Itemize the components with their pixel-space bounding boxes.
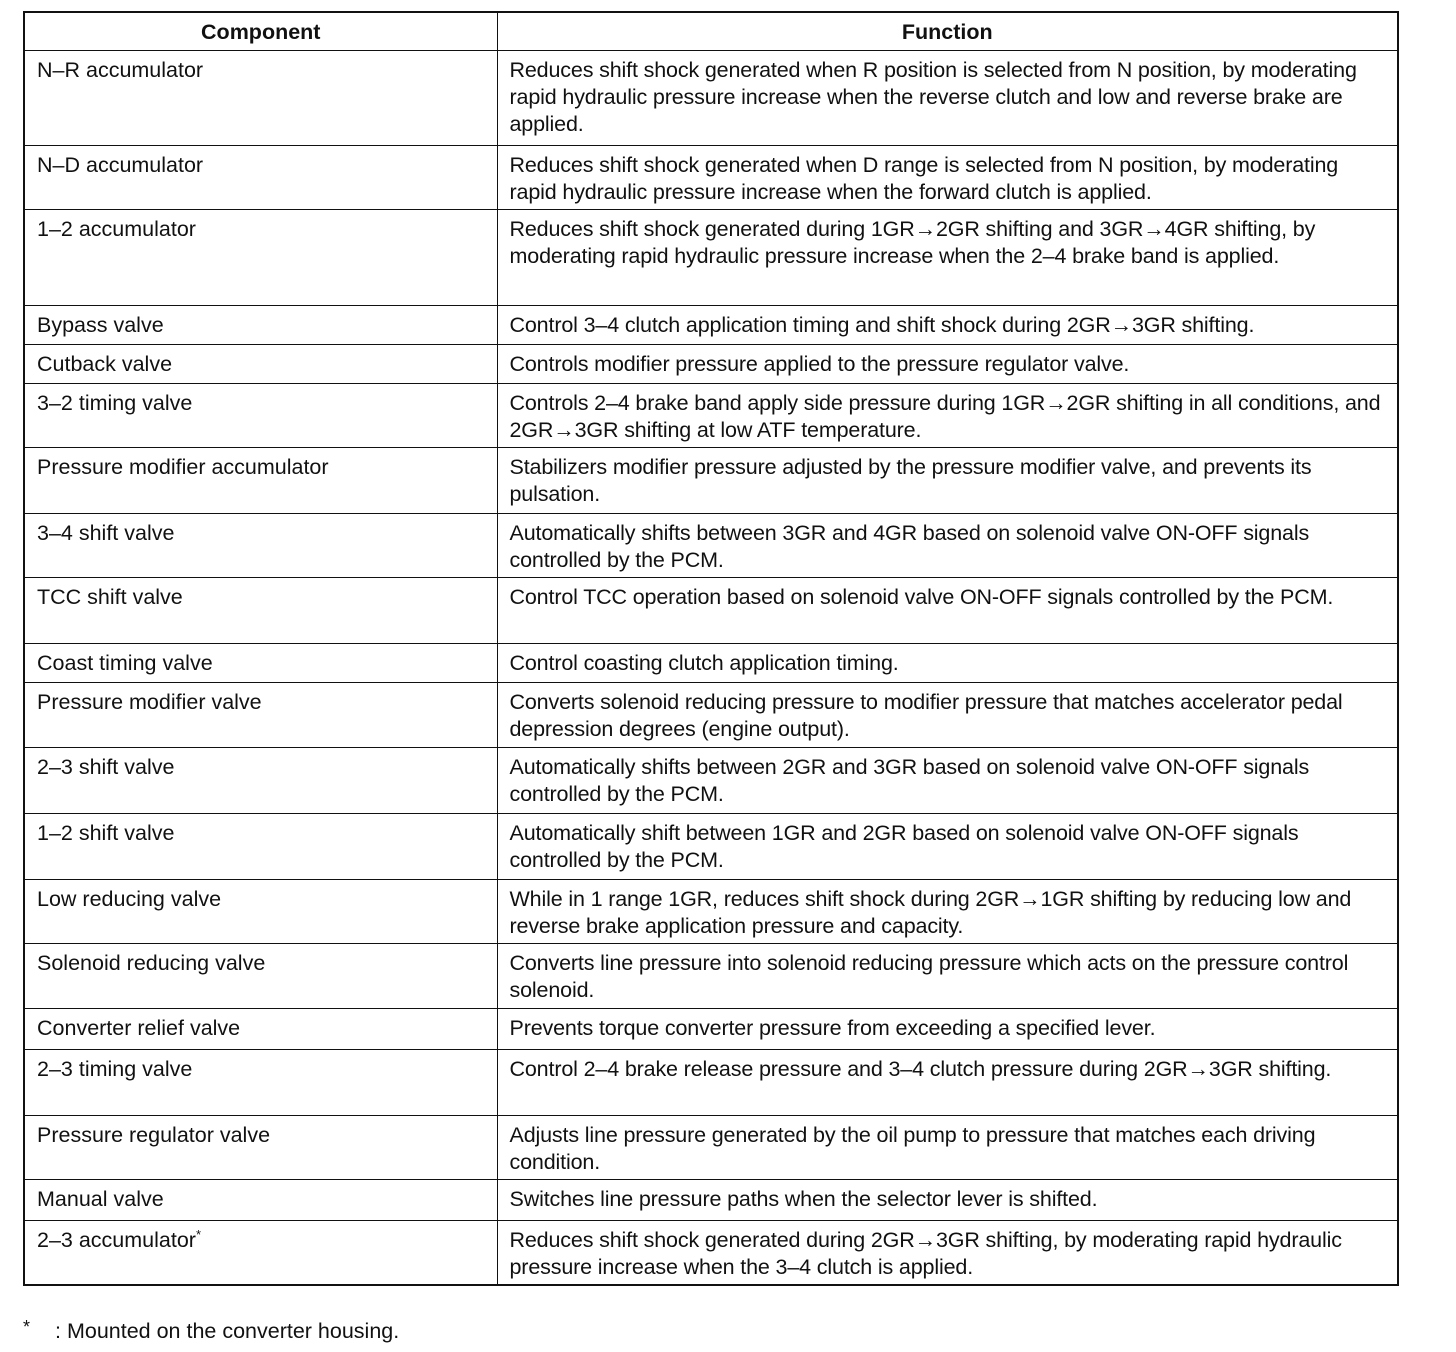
- component-cell: Cutback valve: [24, 345, 497, 384]
- component-cell: 3–4 shift valve: [24, 514, 497, 578]
- function-cell: Reduces shift shock generated when R position is selected from N position, by moderating rapid hydraulic pressure increase when the reverse clutch and low and reverse brake are applied.: [497, 51, 1398, 146]
- table-row: [24, 1009, 1398, 1050]
- component-cell: 1–2 accumulator: [24, 210, 497, 306]
- component-cell: Converter relief valve: [24, 1009, 497, 1050]
- component-cell: 2–3 timing valve: [24, 1050, 497, 1116]
- function-cell: Control 2–4 brake release pressure and 3–4 clutch pressure during 2GR→3GR shifting.: [497, 1050, 1398, 1116]
- function-cell: Reduces shift shock generated during 1GR→2GR shifting and 3GR→4GR shifting, by moderating rapid hydraulic pressure increase when the 2–4 brake band is applied.: [497, 210, 1398, 306]
- table-row: [24, 1116, 1398, 1180]
- table-row: [24, 880, 1398, 944]
- function-cell: Automatically shifts between 3GR and 4GR based on solenoid valve ON-OFF signals controlled by the PCM.: [497, 514, 1398, 578]
- table-row: [24, 578, 1398, 644]
- function-cell: Reduces shift shock generated during 2GR→3GR shifting, by moderating rapid hydraulic pressure increase when the 3–4 clutch is applied.: [497, 1221, 1398, 1286]
- table-row: [24, 51, 1398, 146]
- function-cell: Reduces shift shock generated when D range is selected from N position, by moderating rapid hydraulic pressure increase when the forward clutch is applied.: [497, 146, 1398, 210]
- function-cell: Control 3–4 clutch application timing and shift shock during 2GR→3GR shifting.: [497, 306, 1398, 345]
- component-cell: Pressure modifier valve: [24, 683, 497, 748]
- footnote-mark: *: [23, 1317, 31, 1337]
- component-cell: Pressure regulator valve: [24, 1116, 497, 1180]
- function-cell: Automatically shift between 1GR and 2GR based on solenoid valve ON-OFF signals controlled by the PCM.: [497, 814, 1398, 880]
- table-row: [24, 210, 1398, 306]
- footnote-marker: *: [195, 1226, 202, 1242]
- table-row: [24, 146, 1398, 210]
- table-row: [24, 514, 1398, 578]
- component-cell: [24, 1221, 497, 1286]
- component-cell: 3–2 timing valve: [24, 384, 497, 448]
- header-component: Component: [24, 12, 497, 51]
- function-cell: Adjusts line pressure generated by the oil pump to pressure that matches each driving condition.: [497, 1116, 1398, 1180]
- component-cell: N–D accumulator: [24, 146, 497, 210]
- component-cell: TCC shift valve: [24, 578, 497, 644]
- footnote-text: : Mounted on the converter housing.: [55, 1319, 400, 1343]
- function-cell: Switches line pressure paths when the selector lever is shifted.: [497, 1180, 1398, 1221]
- component-cell: Low reducing valve: [24, 880, 497, 944]
- table-row: [24, 683, 1398, 748]
- function-cell: While in 1 range 1GR, reduces shift shock during 2GR→1GR shifting by reducing low and reverse brake application pressure and capacity.: [497, 880, 1398, 944]
- component-cell: Solenoid reducing valve: [24, 944, 497, 1009]
- function-cell: Prevents torque converter pressure from exceeding a specified lever.: [497, 1009, 1398, 1050]
- function-cell: Control coasting clutch application timing.: [497, 644, 1398, 683]
- table-row: [24, 748, 1398, 814]
- component-cell: N–R accumulator: [24, 51, 497, 146]
- footnote: [23, 1318, 399, 1345]
- table-row: [24, 306, 1398, 345]
- function-cell: Converts line pressure into solenoid reducing pressure which acts on the pressure control solenoid.: [497, 944, 1398, 1009]
- function-cell: Controls 2–4 brake band apply side pressure during 1GR→2GR shifting in all conditions, and 2GR→3GR shifting at low ATF temperature.: [497, 384, 1398, 448]
- table-row: [24, 345, 1398, 384]
- component-function-table: [23, 11, 1399, 1286]
- table-row: [24, 1221, 1398, 1286]
- table-row: [24, 1180, 1398, 1221]
- function-cell: Control TCC operation based on solenoid valve ON-OFF signals controlled by the PCM.: [497, 578, 1398, 644]
- table-row: [24, 384, 1398, 448]
- component-cell: Manual valve: [24, 1180, 497, 1221]
- function-cell: Stabilizers modifier pressure adjusted by the pressure modifier valve, and prevents its pulsation.: [497, 448, 1398, 514]
- table-header-row: [24, 12, 1398, 51]
- component-cell: Bypass valve: [24, 306, 497, 345]
- component-cell: Pressure modifier accumulator: [24, 448, 497, 514]
- header-function: Function: [497, 12, 1398, 51]
- table-row: [24, 644, 1398, 683]
- component-cell: Coast timing valve: [24, 644, 497, 683]
- function-cell: Automatically shifts between 2GR and 3GR based on solenoid valve ON-OFF signals controlled by the PCM.: [497, 748, 1398, 814]
- table-row: [24, 944, 1398, 1009]
- table-row: [24, 1050, 1398, 1116]
- component-cell: 2–3 shift valve: [24, 748, 497, 814]
- component-label: 2–3 accumulator: [37, 1228, 196, 1252]
- table-row: [24, 814, 1398, 880]
- component-cell: 1–2 shift valve: [24, 814, 497, 880]
- function-cell: Controls modifier pressure applied to the pressure regulator valve.: [497, 345, 1398, 384]
- table-row: [24, 448, 1398, 514]
- function-cell: Converts solenoid reducing pressure to modifier pressure that matches accelerator pedal depression degrees (engine output).: [497, 683, 1398, 748]
